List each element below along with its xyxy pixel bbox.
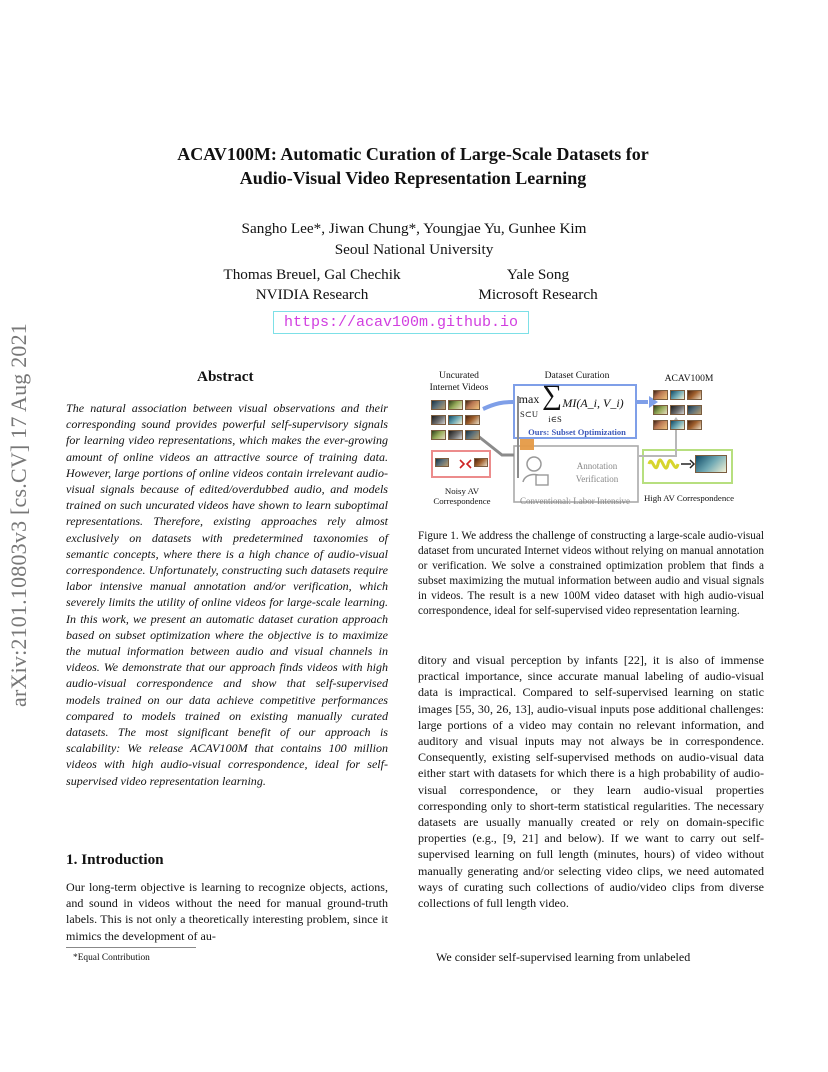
project-url-link[interactable]: https://acav100m.github.io xyxy=(273,311,529,334)
affiliation-left-org: NVIDIA Research xyxy=(255,286,369,303)
introduction-text: Our long-term objective is learning to recognize objects, actions, and sound in videos without the need for manual ground-truth labels. This is not only a theoretically interesting problem, since it mimics the development of au- xyxy=(66,880,388,943)
affiliation-right-names: Yale Song xyxy=(506,266,570,283)
figure-1-caption: Figure 1. We address the challenge of constructing a large-scale audio-visual dataset from uncurated Internet videos without relying on manual annotation or verification. We solve a constrained optimization problem that finds a subset maximizing the mutual information between audio and visual signals in videos. The result is a new 100M video dataset with high audio-visual correspondence, ideal for self-supervised video representation learning. xyxy=(418,530,764,618)
authors-line-2: Seoul National University xyxy=(334,241,494,258)
right-column-last-line: We consider self-supervised learning from unlabeled xyxy=(436,950,691,964)
formula-max: max xyxy=(518,392,540,406)
thumbnail-9 xyxy=(465,430,480,440)
figure-center-top-label: Dataset Curation xyxy=(544,370,610,381)
title-line-1: ACAV100M: Automatic Curation of Large-Scale Datasets for xyxy=(177,144,649,164)
acav-thumb-9 xyxy=(687,420,702,430)
authors-line-1: Sangho Lee*, Jiwan Chung*, Youngjae Yu, Gunhee Kim xyxy=(241,220,587,237)
right-column-body: ditory and visual perception by infants [22], it is also of immense practical importance, since accurate manual labeling of audio-visual data is impractical. Compared to self-supervised learning on static images [55, 30, 26, 13], audio-visual inputs pose additional challenges: large portions of a video may contain no relevant information, and auditory and visual inputs may not always be in correspondence. Consequently, existing self-supervised methods on audio-visual data either start with datasets for which there is a high probability of audio-visual correspondence, or they learn audio-visual properties corresponding only to short-term statistical regularities. The necessary datasets are usually manually created or rely on domain-specific properties (e.g., [9, 21] and below). If we want to carry out self-supervised learning on full length (minutes, hours) of video without manually generating and/or selecting video clips, we need automated ways of curating such collections of audio/video clips from diverse collections of full length video. xyxy=(418,653,764,911)
affiliation-left-names: Thomas Breuel, Gal Chechik xyxy=(223,266,401,283)
acav-thumb-7 xyxy=(653,420,668,430)
acav-thumb-4 xyxy=(653,405,668,415)
title-line-2: Audio-Visual Video Representation Learning xyxy=(239,168,587,188)
orange-marker xyxy=(520,439,534,450)
introduction-heading: 1. Introduction xyxy=(66,851,164,868)
affiliation-right-org: Microsoft Research xyxy=(478,286,598,303)
formula-index: i∈S xyxy=(548,414,562,424)
arrow-to-optimization xyxy=(483,402,513,409)
acav-thumb-5 xyxy=(670,405,685,415)
formula-expression: MI(A_i, V_i) xyxy=(562,396,624,410)
thumbnail-1 xyxy=(431,400,446,410)
thumbnail-7 xyxy=(431,430,446,440)
acav-thumb-8 xyxy=(670,420,685,430)
sum-symbol: ∑ xyxy=(542,380,562,411)
figure-1 xyxy=(426,366,764,516)
abstract-heading: Abstract xyxy=(197,368,254,385)
thumbnail-2 xyxy=(448,400,463,410)
thumbnail-8 xyxy=(448,430,463,440)
noisy-thumb-left xyxy=(435,458,449,467)
formula-sub: S⊂U xyxy=(520,409,538,419)
high-label: High AV Correspondence xyxy=(643,493,735,503)
document-icon xyxy=(536,475,548,485)
acav-thumb-3 xyxy=(687,390,702,400)
high-thumb xyxy=(695,455,727,473)
noisy-thumb-right xyxy=(474,458,488,467)
figure-left-top-label: Uncurated Internet Videos xyxy=(429,370,489,393)
annotation-label: Annotation xyxy=(576,461,618,471)
thumbnail-5 xyxy=(448,415,463,425)
footnote-equal-contribution: *Equal Contribution xyxy=(73,953,150,963)
ours-label: Ours: Subset Optimization xyxy=(528,427,626,437)
thumbnail-4 xyxy=(431,415,446,425)
abstract-text: The natural association between visual observations and their corresponding sound provides powerful self-supervisory signals for learning video representations, which makes the ever-growing amount of online videos an attractive source of training data. However, large portions of online videos contain irrelevant audio-visual signals because of edited/overdubbed audio, and models trained on such uncurated videos have shown to learn suboptimal representations. Therefore, existing approaches rely almost exclusively on datasets with predetermined taxonomies of semantic concepts, where there is a high chance of audio-visual correspondence. Unfortunately, constructing such datasets require labor intensive manual annotation and/or verification, which severely limits the utility of online videos for large-scale learning. In this work, we present an automatic dataset curation approach based on subset optimization where the objective is to maximize the mutual information between audio and visual channels in videos. We demonstrate that our approach finds videos with high audio-visual correspondence and show that self-supervised models trained on our data achieve competitive performances compared to models trained on existing manually curated datasets. The most significant benefit of our approach is scalability: We release ACAV100M that contains 100 million videos with high audio-visual correspondence, ideal for self-supervised video representation learning. xyxy=(66,401,388,788)
figure-right-top-label: ACAV100M xyxy=(664,373,714,384)
arxiv-sidebar-label: arXiv:2101.10803v3 [cs.CV] 17 Aug 2021 xyxy=(6,322,31,708)
acav-thumb-2 xyxy=(670,390,685,400)
footnote-rule xyxy=(66,947,196,948)
thumbnail-3 xyxy=(465,400,480,410)
paper-title xyxy=(120,142,706,190)
conventional-label: Conventional: Labor Intensive xyxy=(520,496,630,506)
acav-thumb-6 xyxy=(687,405,702,415)
affiliation-left xyxy=(182,265,442,305)
noisy-label: Noisy AV Correspondence xyxy=(433,486,491,506)
person-head-icon xyxy=(527,457,541,471)
acav-thumb-1 xyxy=(653,390,668,400)
affiliation-right xyxy=(408,265,668,305)
verification-label: Verification xyxy=(575,474,619,484)
thumbnail-6 xyxy=(465,415,480,425)
